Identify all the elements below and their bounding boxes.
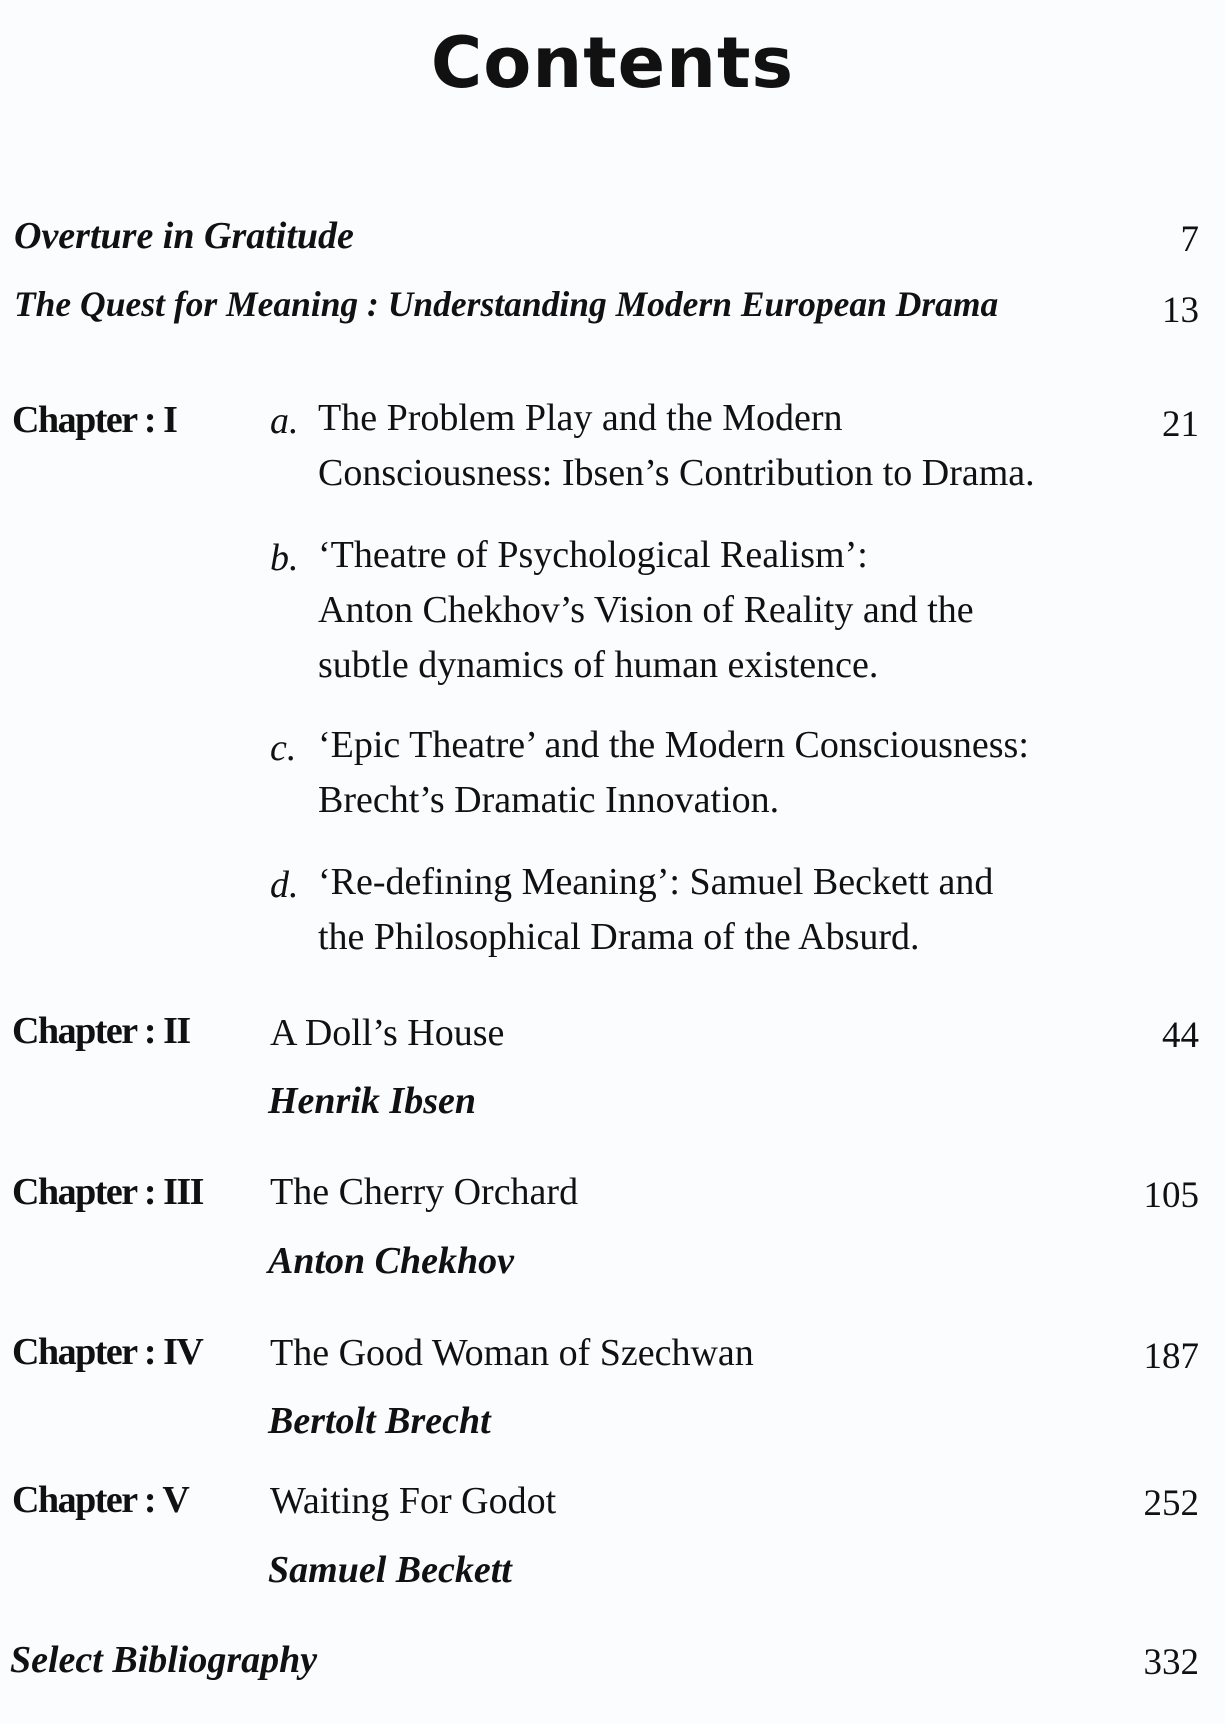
page-number: 332 <box>1143 1642 1199 1683</box>
toc-entry-chapter-2[interactable]: A Doll’s House <box>270 1012 505 1054</box>
page-number: 21 <box>1162 404 1199 445</box>
section-c[interactable] <box>318 718 1029 828</box>
page-number: 44 <box>1162 1015 1199 1056</box>
toc-entry-chapter-5[interactable]: Waiting For Godot <box>270 1480 557 1522</box>
page-number: 13 <box>1162 290 1199 331</box>
chapter-label: Chapter : V <box>12 1479 189 1521</box>
author-name: Anton Chekhov <box>268 1240 515 1282</box>
section-line: ‘Epic Theatre’ and the Modern Consciousness: <box>318 724 1029 766</box>
page-number: 105 <box>1143 1175 1199 1216</box>
section-d[interactable] <box>318 855 993 965</box>
author-name: Bertolt Brecht <box>268 1400 491 1442</box>
toc-entry-overture[interactable]: Overture in Gratitude <box>14 215 354 257</box>
page-title: Contents <box>430 22 795 104</box>
page-number: 187 <box>1143 1336 1199 1377</box>
page-number: 252 <box>1143 1483 1199 1524</box>
section-line: The Problem Play and the Modern <box>318 397 843 439</box>
section-line: subtle dynamics of human existence. <box>318 644 879 686</box>
page-number: 7 <box>1180 219 1199 260</box>
section-a[interactable] <box>318 391 1035 501</box>
toc-entry-quest[interactable]: The Quest for Meaning : Understanding Modern European Drama <box>14 284 999 324</box>
section-line: the Philosophical Drama of the Absurd. <box>318 916 920 958</box>
chapter-label: Chapter : I <box>12 399 177 441</box>
section-letter: c. <box>270 727 297 769</box>
section-line: ‘Theatre of Psychological Realism’: <box>318 534 868 576</box>
toc-entry-chapter-4[interactable]: The Good Woman of Szechwan <box>270 1332 754 1374</box>
chapter-label: Chapter : III <box>12 1171 203 1213</box>
section-letter: d. <box>270 864 299 906</box>
toc-entry-bibliography[interactable]: Select Bibliography <box>10 1639 318 1681</box>
toc-entry-chapter-3[interactable]: The Cherry Orchard <box>270 1171 579 1213</box>
section-b[interactable] <box>318 528 974 693</box>
section-letter: a. <box>270 400 299 442</box>
section-line: ‘Re-defining Meaning’: Samuel Beckett and <box>318 861 994 903</box>
section-line: Brecht’s Dramatic Innovation. <box>318 779 780 821</box>
section-line: Anton Chekhov’s Vision of Reality and the <box>318 589 974 631</box>
chapter-label: Chapter : IV <box>12 1331 203 1373</box>
section-letter: b. <box>270 537 299 579</box>
section-line: Consciousness: Ibsen’s Contribution to Drama. <box>318 452 1035 494</box>
author-name: Henrik Ibsen <box>268 1080 476 1122</box>
author-name: Samuel Beckett <box>268 1549 512 1591</box>
chapter-label: Chapter : II <box>12 1010 190 1052</box>
